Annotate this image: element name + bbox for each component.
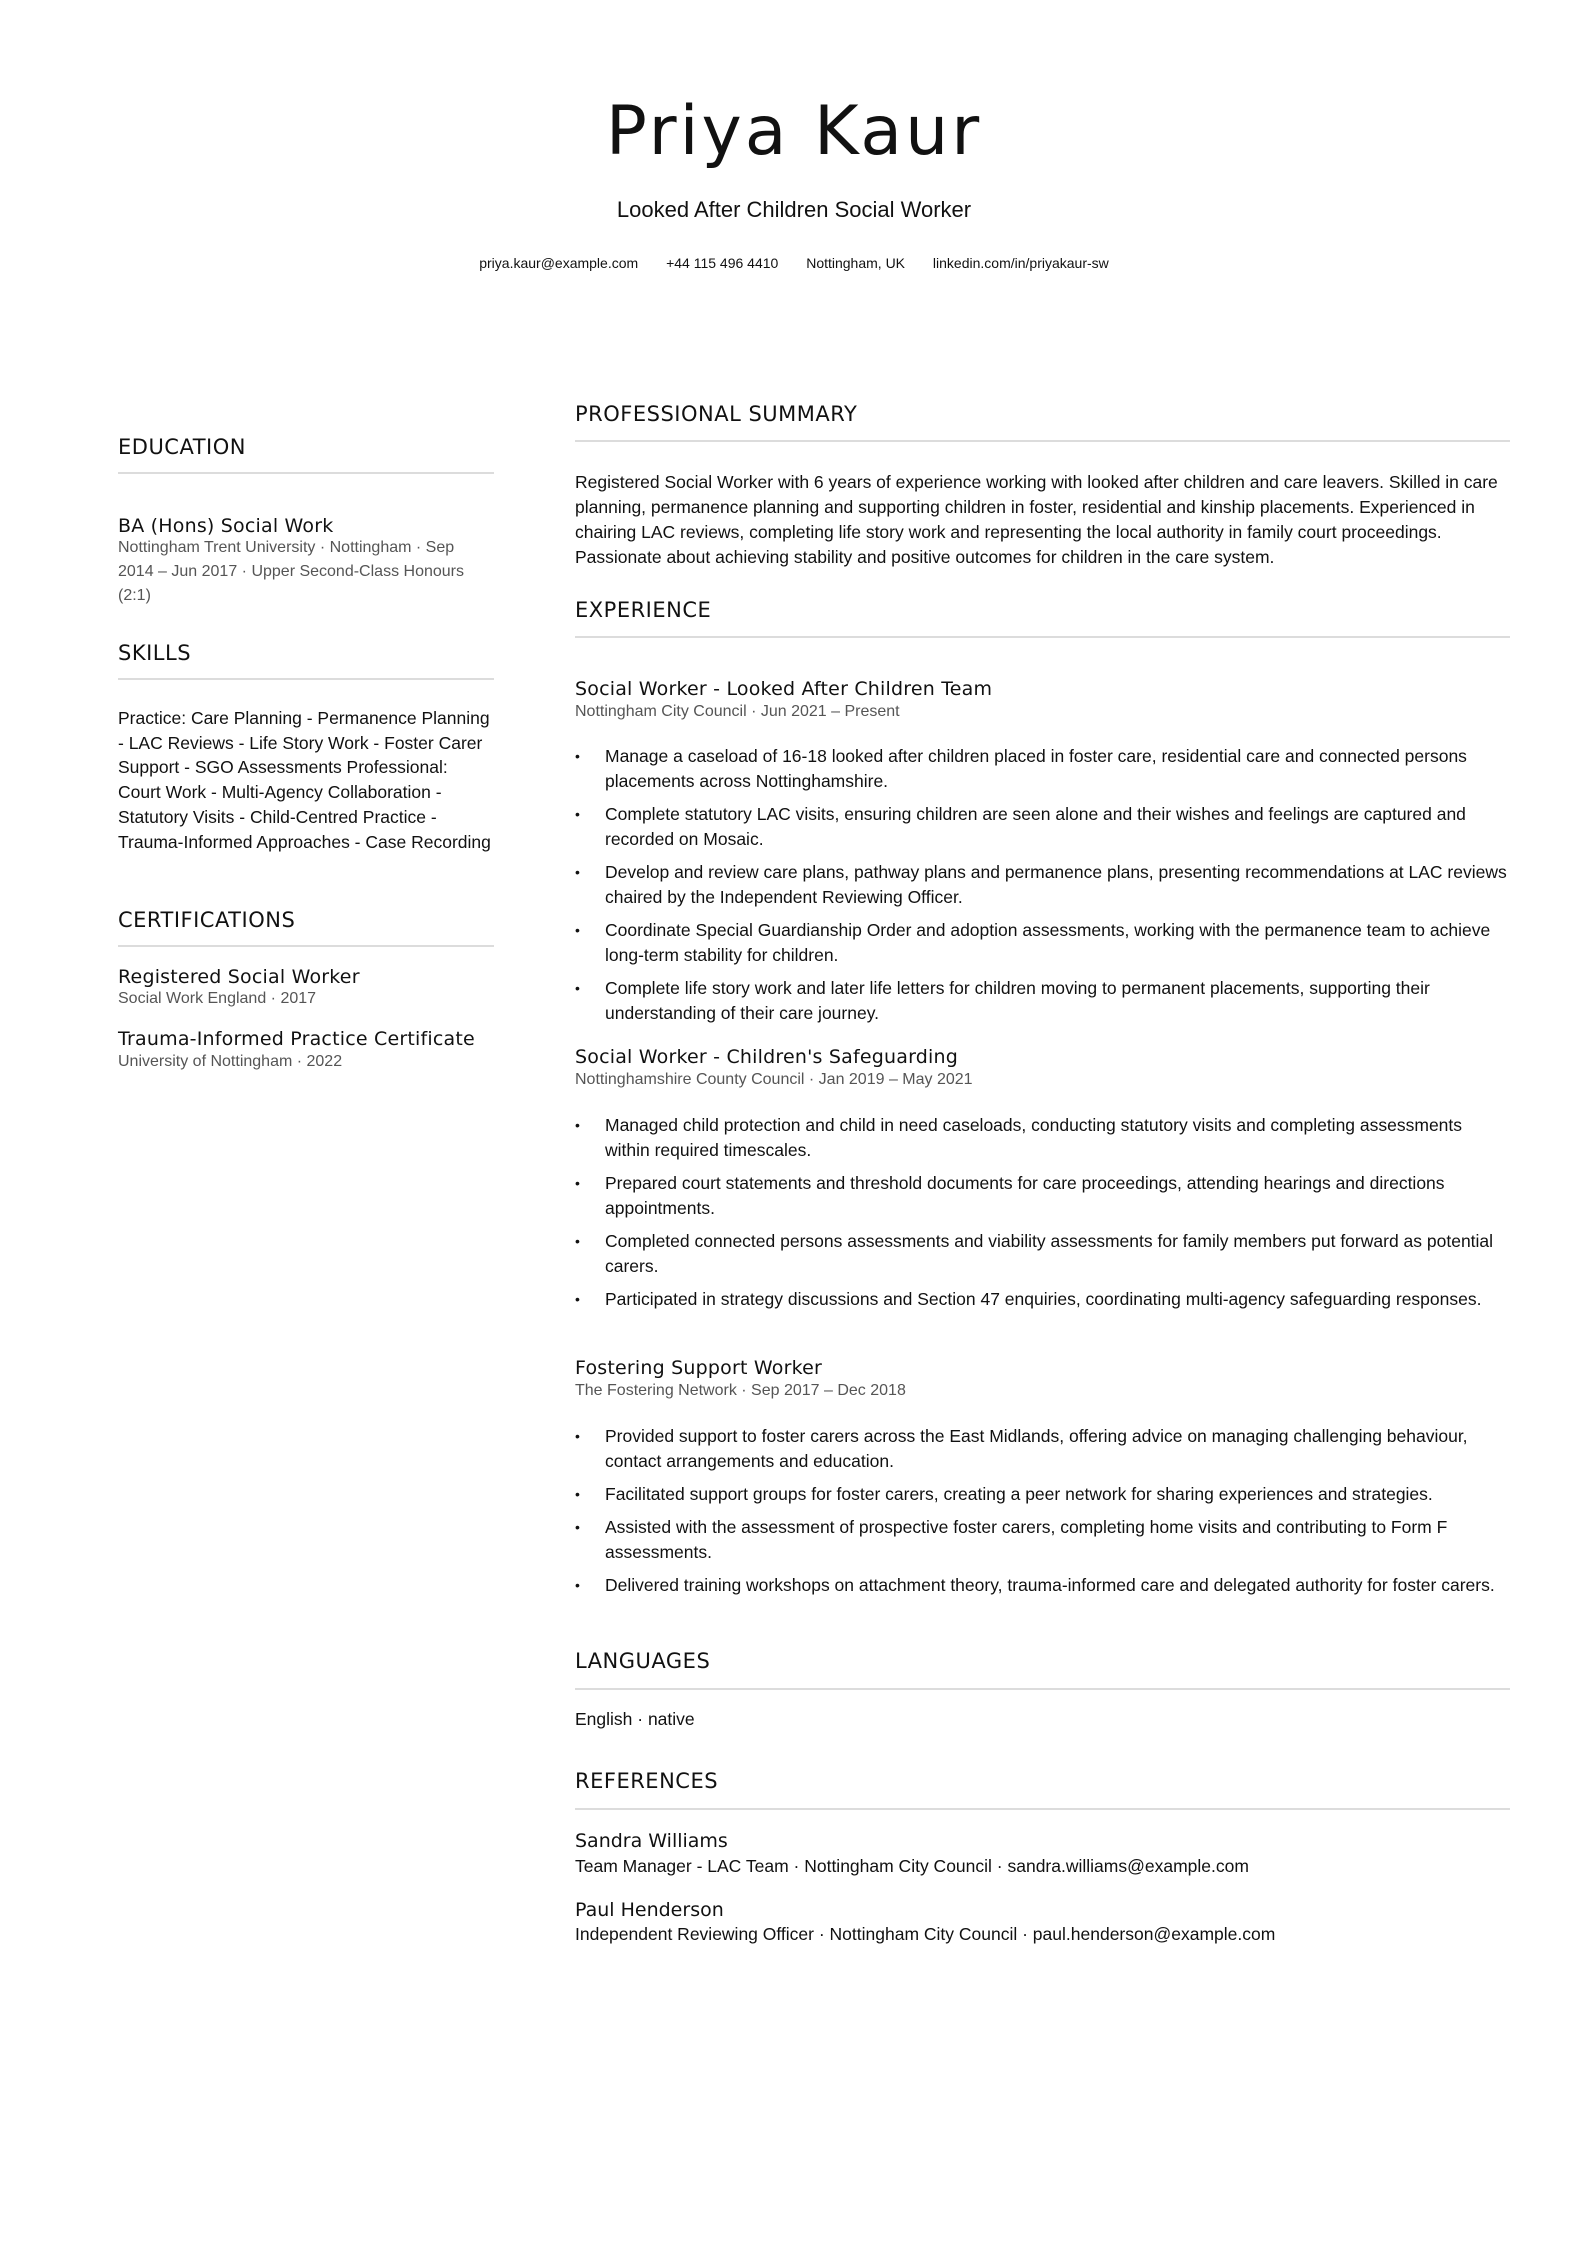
job-bullets (575, 744, 1510, 1034)
job-bullet: • Managed child protection and child in need caseloads, conducting statutory visits and completing assessments within required timescales. (575, 1113, 1510, 1163)
email-link[interactable]: priya.kaur@example.com (479, 255, 639, 271)
summary-divider (575, 440, 1510, 442)
education-divider (118, 472, 494, 474)
education-degree: BA (Hons) Social Work (118, 515, 334, 537)
certifications-divider (118, 945, 494, 947)
job-meta: Nottinghamshire County Council · Jan 2019 – May 2021 (575, 1071, 973, 1088)
job-bullet: • Complete life story work and later life letters for children moving to permanent placements, supporting their understanding of their care journey. (575, 976, 1510, 1026)
job-bullet: • Completed connected persons assessments and viability assessments for family members put forward as potential carers. (575, 1229, 1510, 1279)
summary-heading: PROFESSIONAL SUMMARY (575, 402, 858, 426)
certifications-heading: CERTIFICATIONS (118, 908, 296, 932)
job-bullet: • Develop and review care plans, pathway plans and permanence plans, presenting recommendations at LAC reviews chaired by the Independent Reviewing Officer. (575, 860, 1510, 910)
reference-detail: Team Manager - LAC Team · Nottingham City Council · sandra.williams@example.com (575, 1856, 1249, 1876)
languages-divider (575, 1688, 1510, 1690)
job-role: Social Worker - Looked After Children Team (575, 678, 993, 700)
phone-number: +44 115 496 4410 (666, 255, 779, 271)
skills-divider (118, 678, 494, 680)
job-bullets (575, 1424, 1510, 1606)
contact-line (0, 254, 1588, 272)
job-role: Fostering Support Worker (575, 1357, 823, 1379)
job-bullet: • Assisted with the assessment of prospective foster carers, completing home visits and contributing to Form F assessments. (575, 1515, 1510, 1565)
references-divider (575, 1808, 1510, 1810)
education-heading: EDUCATION (118, 435, 246, 459)
job-bullet: • Facilitated support groups for foster carers, creating a peer network for sharing experiences and strategies. (575, 1482, 1510, 1507)
job-bullet: • Prepared court statements and threshold documents for care proceedings, attending hearings and directions appointments. (575, 1171, 1510, 1221)
education-details: Nottingham Trent University · Nottingham · Sep 2014 – Jun 2017 · Upper Second-Class Honours (2:1) (118, 539, 464, 604)
job-bullet: • Coordinate Special Guardianship Order and adoption assessments, working with the permanence team to achieve long-term stability for children. (575, 918, 1510, 968)
certification-details: University of Nottingham · 2022 (118, 1053, 343, 1070)
experience-heading: EXPERIENCE (575, 598, 712, 622)
certification-name: Registered Social Worker (118, 966, 360, 988)
job-role: Social Worker - Children's Safeguarding (575, 1046, 959, 1068)
job-meta: Nottingham City Council · Jun 2021 – Present (575, 703, 900, 720)
candidate-name: Priya Kaur (605, 92, 983, 171)
languages-text: English · native (575, 1709, 695, 1729)
location: Nottingham, UK (806, 255, 906, 271)
reference-name: Paul Henderson (575, 1899, 724, 1921)
linkedin-link[interactable]: linkedin.com/in/priyakaur-sw (932, 255, 1109, 271)
job-bullet: • Provided support to foster carers across the East Midlands, offering advice on managing challenging behaviour, contact arrangements and education. (575, 1424, 1510, 1474)
job-bullet: • Participated in strategy discussions and Section 47 enquiries, coordinating multi-agency safeguarding responses. (575, 1287, 1510, 1312)
references-heading: REFERENCES (575, 1769, 719, 1793)
certification-details: Social Work England · 2017 (118, 990, 317, 1007)
reference-name: Sandra Williams (575, 1830, 728, 1852)
reference-detail: Independent Reviewing Officer · Nottingham City Council · paul.henderson@example.com (575, 1924, 1276, 1944)
job-title: Looked After Children Social Worker (616, 197, 972, 222)
job-bullet: • Delivered training workshops on attachment theory, trauma-informed care and delegated authority for foster carers. (575, 1573, 1510, 1598)
job-meta: The Fostering Network · Sep 2017 – Dec 2018 (575, 1382, 906, 1399)
job-bullet: • Complete statutory LAC visits, ensuring children are seen alone and their wishes and feelings are captured and recorded on Mosaic. (575, 802, 1510, 852)
summary-text: Registered Social Worker with 6 years of experience working with looked after children and care leavers. Skilled in care planning, permanence planning and supporting children in foster, residential and kinship placements. Experienced in chairing LAC reviews, completing life story work and representing the local authority in family court proceedings. Passionate about achieving stability and positive outcomes for children in the care system. (575, 472, 1498, 567)
languages-heading: LANGUAGES (575, 1649, 711, 1673)
certification-name: Trauma-Informed Practice Certificate (118, 1028, 475, 1050)
experience-divider (575, 636, 1510, 638)
skills-text: Practice: Care Planning - Permanence Planning - LAC Reviews - Life Story Work - Foster Carer Support - SGO Assessments Professional: Court Work - Multi-Agency Collaboration - Statutory Visits - Child-Centred Practice - Trauma-Informed Approaches - Case Recording (118, 708, 491, 852)
job-bullets (575, 1113, 1510, 1320)
job-bullet: • Manage a caseload of 16-18 looked after children placed in foster care, residential care and connected persons placements across Nottinghamshire. (575, 744, 1510, 794)
skills-heading: SKILLS (118, 641, 192, 665)
